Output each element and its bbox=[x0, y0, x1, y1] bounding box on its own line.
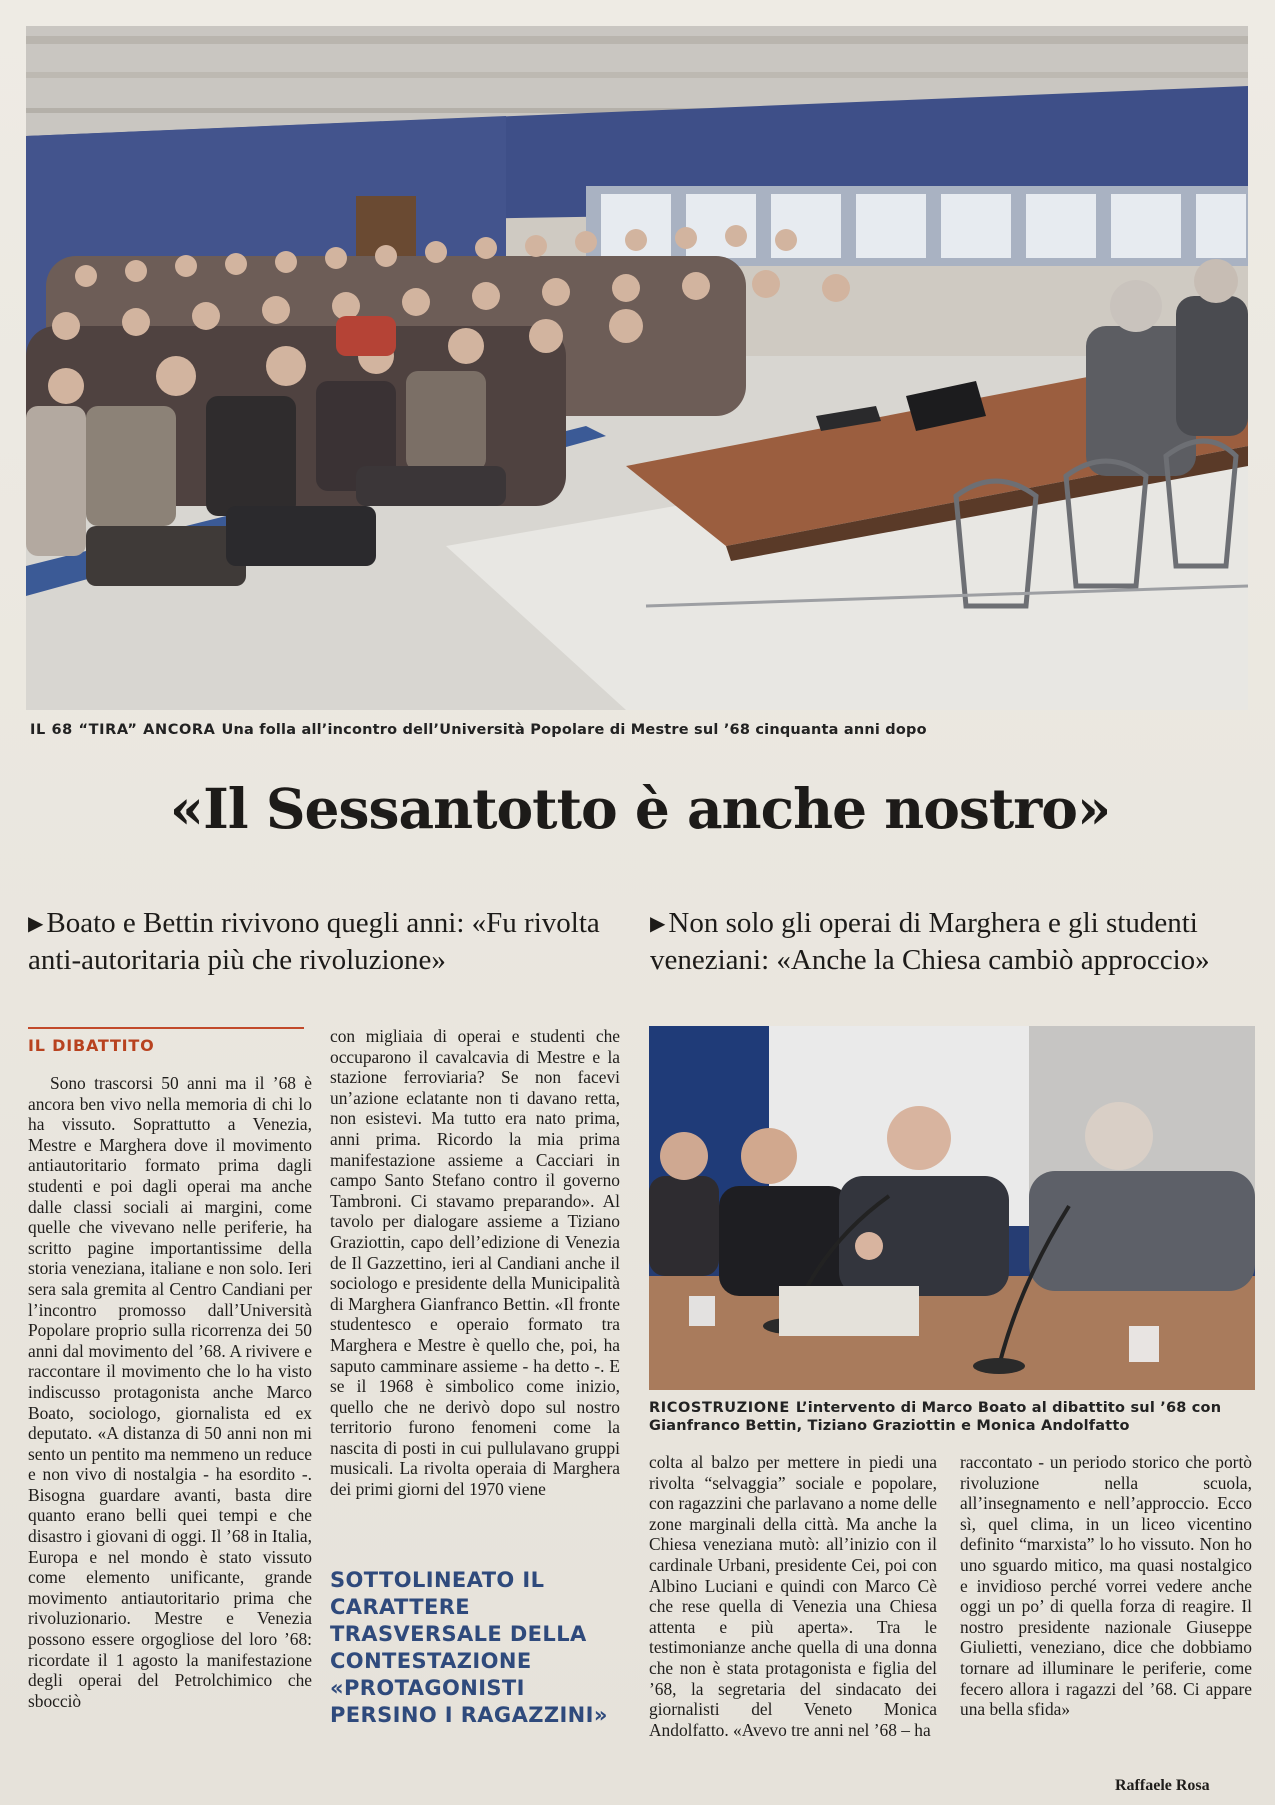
article-column-1 bbox=[28, 1073, 312, 1711]
panel-photo bbox=[649, 1026, 1255, 1390]
column-1-text: Sono trascorsi 50 anni ma il ’68 è ancora ben vivo nella memoria di chi lo ha vissuto. Soprattutto a Venezia, Mestre e Marghera dove il movimento antiautoritario formato prima dagli studenti e poi dagli operai ma anche dalle classi sociali ai margini, come quelle che vivevano nelle periferie, ha scritto pagine importantissime della storia veneziana, italiane e non solo. Ieri sera sala gremita al Centro Candiani per l’incontro promosso dall’Università Popolare proprio sulla ricorrenza dei 50 anni dal movimento del ’68. A rivivere e raccontare il movimento che lo ha visto indiscusso protagonista anche Marco Boato, sociologo, giornalista ed ex deputato. «A distanza di 50 anni non mi sento un pentito ma nemmeno un reduce e non vivo di nostalgia - ha esordito -. Bisogna guardare avanti, basta dire quanto erano belli quei tempi e che disastro i giovani di oggi. Il ’68 in Italia, Europa e nel mondo è stato vissuto come elemento unificante, grande movimento antiautoritario prima che rivoluzionario. Mestre e Venezia possono essere orgogliose del loro ’68: ricordate il 1 agosto la manifestazione degli operai del Petrolchimico che sbocciò bbox=[28, 1073, 312, 1711]
column-3-text: colta al balzo per mettere in piedi una rivolta “selvaggia” sociale e popolare, con ragazzini che parlavano a nome delle zone marginali della città. Ma anche la Chiesa veneziana mutò: all’inizio con il cardinale Urbani, presidente Cei, poi con Albino Luciani e quindi con Marco Cè che rese quella di Venezia una Chiesa attenta e più aperta». Tra le testimonianze anche quella di una donna che non è stata protagonista e figlia del ’68, la segretaria del sindacato dei giornalisti del Veneto Monica Andolfatto. «Avevo tre anni nel ’68 – ha bbox=[649, 1452, 937, 1740]
headline: «Il Sessantotto è anche nostro» bbox=[169, 776, 1111, 841]
column-4-text: raccontato - un periodo storico che portò rivoluzione nella scuola, all’insegnamento e nell’approccio. Ecco sì, quel clima, in un liceo vicentino definito “marxista” lo ho vissuto. Non ho uno sguardo mitico, ma quasi nostalgico e invidioso perché vorrei vedere anche oggi un po’ di quella forza di reagire. Il nostro presidente nazionale Giuseppe Giulietti, veneziano, dice che dobbiamo tornare ad illuminare le periferie, come fecero allora i ragazzi del ’68. Ci appare una bella sfida» bbox=[960, 1452, 1252, 1720]
deck-left bbox=[28, 905, 628, 978]
section-rule bbox=[28, 1027, 304, 1029]
top-photo-caption bbox=[30, 722, 927, 738]
column-2-text: con migliaia di operai e studenti che occuparono il cavalcavia di Mestre e la stazione ferroviaria? Se non facevi un’azione eclatante non ti davano retta, non esistevi. Ma tutto era nato prima, anni prima. Ricordo la mia prima manifestazione assieme a Cacciari in campo Santo Stefano contro il governo Tambroni. Ci stavamo preparando». Al tavolo per dialogare assieme a Tiziano Graziottin, capo dell’edizione di Venezia de Il Gazzettino, ieri al Candiani anche il sociologo e presidente della Municipalità di Marghera Gianfranco Bettin. «Il fronte studentesco e operaio formato tra Marghera e Mestre è quello che, poi, ha saputo camminare assieme - ha detto -. E se il 1968 è simbolico come inizio, quello che ne derivò dopo sul nostro territorio furono fenomeni come la nascita di posti in cui pullulavano gruppi musicali. La rivolta operaia di Marghera dei primi giorni del 1970 viene bbox=[330, 1026, 620, 1500]
caption-line-1: L’intervento di Marco Boato al dibattito sul ’68 con bbox=[795, 1400, 1222, 1416]
triangle-bullet-icon: ▶ bbox=[650, 913, 666, 935]
triangle-bullet-icon: ▶ bbox=[28, 913, 44, 935]
byline: Raffaele Rosa bbox=[1115, 1777, 1210, 1794]
caption-text: Una folla all’incontro dell’Università Popolare di Mestre sul ’68 cinquanta anni dopo bbox=[221, 722, 927, 738]
article-column-3 bbox=[649, 1452, 937, 1740]
audience-photo bbox=[26, 26, 1248, 710]
article-column-2 bbox=[330, 1026, 620, 1500]
deck-right-text: Non solo gli operai di Marghera e gli studenti veneziani: «Anche la Chiesa cambiò approccio» bbox=[650, 907, 1210, 976]
caption-kicker: IL 68 “TIRA” ANCORA bbox=[30, 722, 216, 738]
deck-right bbox=[650, 905, 1258, 978]
panel-photo-caption-line-1 bbox=[649, 1400, 1221, 1416]
section-label: IL DIBATTITO bbox=[28, 1036, 155, 1055]
article-column-4 bbox=[960, 1452, 1252, 1720]
deck-left-text: Boato e Bettin rivivono quegli anni: «Fu rivolta anti-autoritaria più che rivoluzione» bbox=[28, 907, 600, 976]
caption-line-2: Gianfranco Bettin, Tiziano Graziottin e Monica Andolfatto bbox=[649, 1418, 1130, 1434]
pull-quote: SOTTOLINEATO IL CARATTERE TRASVERSALE DELLA CONTESTAZIONE «PROTAGONISTI PERSINO I RAGAZZINI» bbox=[330, 1568, 608, 1727]
panel-photo-caption-line-2 bbox=[649, 1418, 1130, 1434]
caption-kicker: RICOSTRUZIONE bbox=[649, 1400, 790, 1416]
